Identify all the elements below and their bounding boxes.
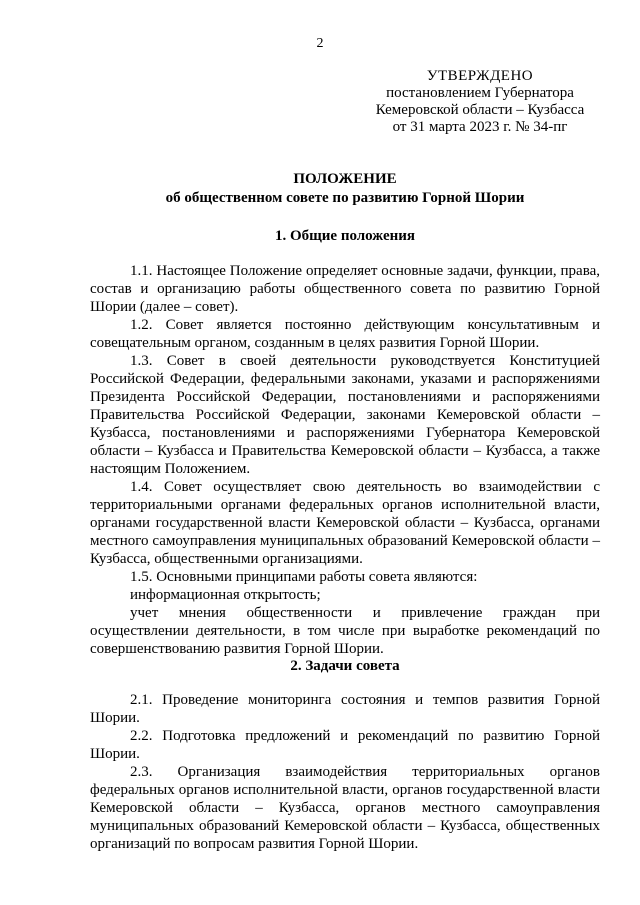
- approval-line-2: Кемеровской области – Кузбасса: [375, 102, 585, 118]
- approval-stamp-block: [360, 68, 600, 136]
- principle-public-opinion: учет мнения общественности и привлечение граждан при осуществлении деятельности, в том числе при выработке рекомендаций по совершенствованию развития Горной Шории.: [90, 605, 600, 657]
- approval-heading: УТВЕРЖДЕНО: [426, 68, 534, 84]
- paragraph-1-1: 1.1. Настоящее Положение определяет основные задачи, функции, права, состав и организацию работы общественного совета по развитию Горной Шории (далее – совет).: [90, 263, 600, 315]
- paragraph-2-1: 2.1. Проведение мониторинга состояния и темпов развития Горной Шории.: [90, 692, 600, 726]
- paragraph-2-2: 2.2. Подготовка предложений и рекомендаций по развитию Горной Шории.: [90, 728, 600, 762]
- paragraph-2-3: 2.3. Организация взаимодействия территориальных органов федеральных органов исполнительной власти, органов государственной власти Кемеровской области – Кузбасса, органов местного самоуправления муниципальных образований Кемеровской области – Кузбасса, общественных организаций по вопросам развития Горной Шории.: [90, 764, 600, 852]
- section-2-heading: 2. Задачи совета: [290, 658, 400, 674]
- principle-openness: информационная открытость;: [130, 587, 321, 603]
- section-2-body: [90, 691, 600, 853]
- paragraph-1-5: 1.5. Основными принципами работы совета являются:: [130, 569, 478, 585]
- paragraph-1-2: 1.2. Совет является постоянно действующим консультативным и совещательным органом, созданным в целях развития Горной Шории.: [90, 317, 600, 351]
- approval-line-3: от 31 марта 2023 г. № 34-пг: [392, 119, 568, 135]
- title-main: ПОЛОЖЕНИЕ: [293, 171, 397, 187]
- paragraph-1-3: 1.3. Совет в своей деятельности руководствуется Конституцией Российской Федерации, федеральными законами, указами и распоряжениями Президента Российской Федерации, постановлениями и распоряжениями Правительства Российской Федерации, законами Кемеровской области – Кузбасса, постановлениями и распоряжениями Губернатора Кемеровской области – Кузбасса и Правительства Кемеровской области – Кузбасса, а также настоящим Положением.: [90, 353, 600, 477]
- section-1-body: [90, 262, 600, 658]
- title-subtitle: об общественном совете по развитию Горной Шории: [165, 190, 525, 206]
- document-title: [90, 170, 600, 208]
- page-number: 2: [316, 36, 324, 51]
- approval-line-1: постановлением Губернатора: [386, 85, 574, 101]
- section-1-heading: 1. Общие положения: [274, 228, 416, 244]
- paragraph-1-4: 1.4. Совет осуществляет свою деятельность во взаимодействии с территориальными органами федеральных органов исполнительной власти, органами государственной власти Кемеровской области – Кузбасса, органами местного самоуправления муниципальных образований Кемеровской области – Кузбасса, общественными организациями.: [90, 479, 600, 567]
